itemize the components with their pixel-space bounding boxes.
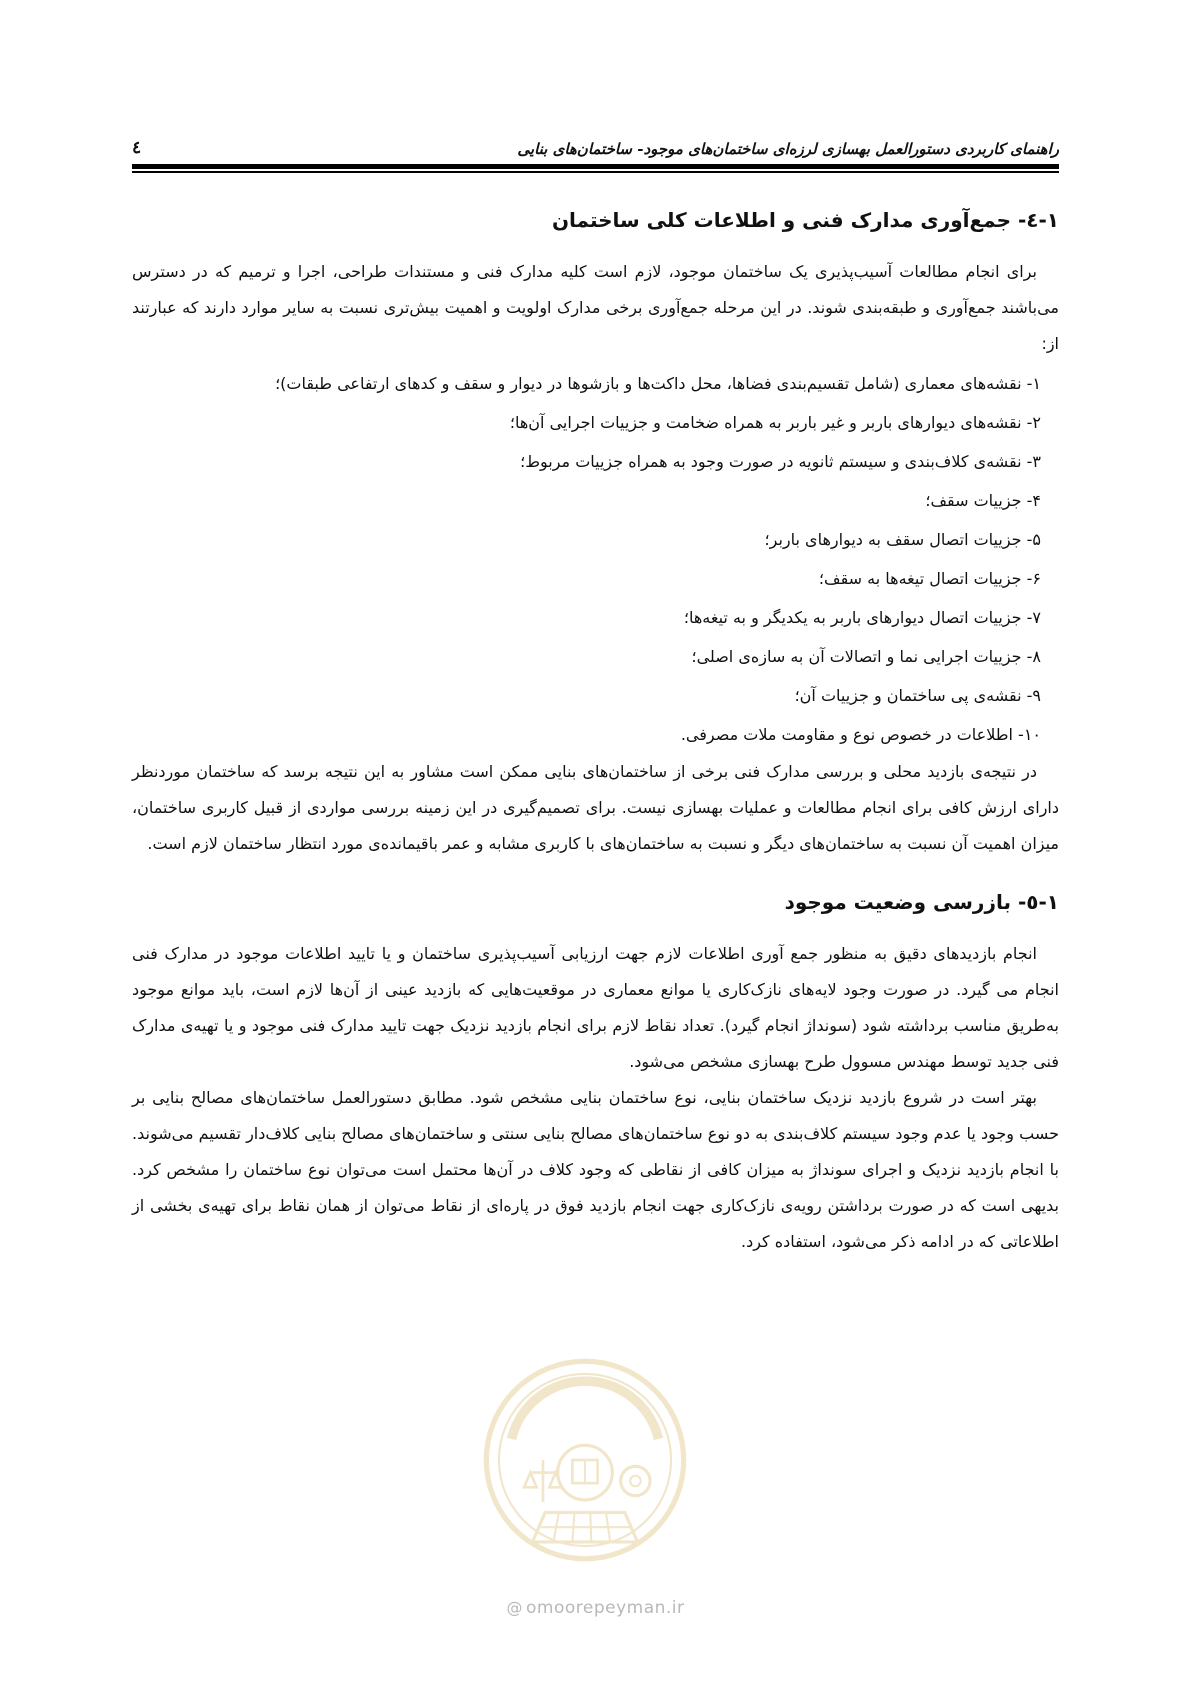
running-header (132, 138, 1059, 158)
list-item: ٣- نقشه‌ی کلاف‌بندی و سیستم ثانویه در صورت وجود به همراه جزییات مربوط؛ (520, 452, 1041, 471)
watermark-seal-icon (480, 1355, 690, 1565)
at-sign-icon: @ (506, 1598, 523, 1617)
watermark-site (0, 1598, 1191, 1618)
list-item: ٨- جزییات اجرایی نما و اتصالات آن به سازه‌ی اصلی؛ (691, 647, 1041, 666)
section2-paragraph-1: انجام بازدیدهای دقیق به منظور جمع آوری اطلاعات لازم جهت ارزیابی آسیب‌پذیری ساختمان و یا تایید اطلاعات موجود در مدارک فنی انجام می گیرد. در صورت وجود لایه‌های نازک‌کاری یا موانع معماری در موقعیت‌هایی که بازدید عینی از آن‌ها لازم است، باید موانع موجود به‌طریق مناسب برداشته شود (سونداژ انجام گیرد). تعداد نقاط لازم برای انجام بازدید نزدیک جهت تایید مدارک فنی موجود و یا تهیه‌ی مدارک فنی جدید توسط مهندس مسوول طرح بهسازی مشخص می‌شود. (132, 944, 1059, 1071)
watermark-site-text: omoorepeyman.ir (525, 1598, 685, 1618)
section2-paragraph-2: بهتر است در شروع بازدید نزدیک ساختمان بنایی، نوع ساختمان بنایی مشخص شود. مطابق دستورالعمل ساختمان‌های مصالح بنایی بر حسب وجود یا عدم وجود سیستم کلاف‌بندی به دو نوع ساختمان‌های مصالح بنایی سنتی و ساختمان‌های مصالح بنایی کلاف‌دار تقسیم می‌شوند. با انجام بازدید نزدیک و اجرای سونداژ به میزان کافی از نقاطی که وجود کلاف در آن‌ها محتمل است می‌توان نوع ساختمان را مشخص کرد. بدیهی است که در صورت برداشتن رویه‌ی نازک‌کاری جهت انجام بازدید فوق در پاره‌ای از نقاط می‌توان از همان نقاط برای تهیه‌ی بخشی از اطلاعاتی که در ادامه ذکر می‌شود، استفاده کرد. (132, 1088, 1059, 1251)
list-item: ۵- جزییات اتصال سقف به دیوارهای باربر؛ (764, 530, 1041, 549)
list-item: ۴- جزییات سقف؛ (925, 491, 1041, 510)
list-item: ٩- نقشه‌ی پی ساختمان و جزییات آن؛ (794, 686, 1041, 705)
section1-conclusion-paragraph: در نتیجه‌ی بازدید محلی و بررسی مدارک فنی برخی از ساختمان‌های بنایی ممکن است مشاور به این نتیجه برسد که ساختمان موردنظر دارای ارزش کافی برای انجام مطالعات و عملیات بهسازی نیست. برای تصمیم‌گیری در این زمینه بررسی مواردی از قبیل کاربری ساختمان، میزان اهمیت آن نسبت به ساختمان‌های دیگر و نسبت به ساختمان‌های با کاربری مشابه و عمر باقیمانده‌ی مورد انتظار ساختمان لازم است. (132, 762, 1059, 853)
list-item: ١- نقشه‌های معماری (شامل تقسیم‌بندی فضاها، محل داکت‌ها و بازشوها در دیوار و سقف و کدهای ارتفاعی طبقات)؛ (275, 374, 1041, 393)
list-item: ۷- جزییات اتصال دیوارهای باربر به یکدیگر و به تیغه‌ها؛ (683, 608, 1041, 627)
header-title: راهنمای کاربردی دستورالعمل بهسازی لرزه‌ای ساختمان‌های موجود- ساختمان‌های بنایی (517, 140, 1059, 158)
header-rule-thin (132, 171, 1059, 173)
list-item: ٢- نقشه‌های دیوارهای باربر و غیر باربر به همراه ضخامت و جزییات اجرایی آن‌ها؛ (509, 413, 1041, 432)
section1-intro-paragraph: برای انجام مطالعات آسیب‌پذیری یک ساختمان موجود، لازم است کلیه مدارک فنی و مستندات طراحی، اجرا و ترمیم که در دسترس می‌باشند جمع‌آوری و طبقه‌بندی شوند. در این مرحله جمع‌آوری برخی مدارک اولویت و اهمیت بیش‌تری نسبت به سایر موارد دارند که عبارتند از: (132, 262, 1059, 353)
page-body (132, 198, 1059, 1260)
documents-list (132, 364, 1059, 754)
page-number: ٤ (132, 138, 142, 158)
list-item: ١٠- اطلاعات در خصوص نوع و مقاومت ملات مصرفی. (680, 725, 1041, 744)
section-heading-1-5: ١-٥- بازرسی وضعیت موجود (784, 890, 1059, 914)
section-heading-1-4: ١-٤- جمع‌آوری مدارک فنی و اطلاعات کلی ساختمان (551, 208, 1059, 232)
list-item: ۶- جزییات اتصال تیغه‌ها به سقف؛ (818, 569, 1041, 588)
header-rule-thick (132, 164, 1059, 169)
